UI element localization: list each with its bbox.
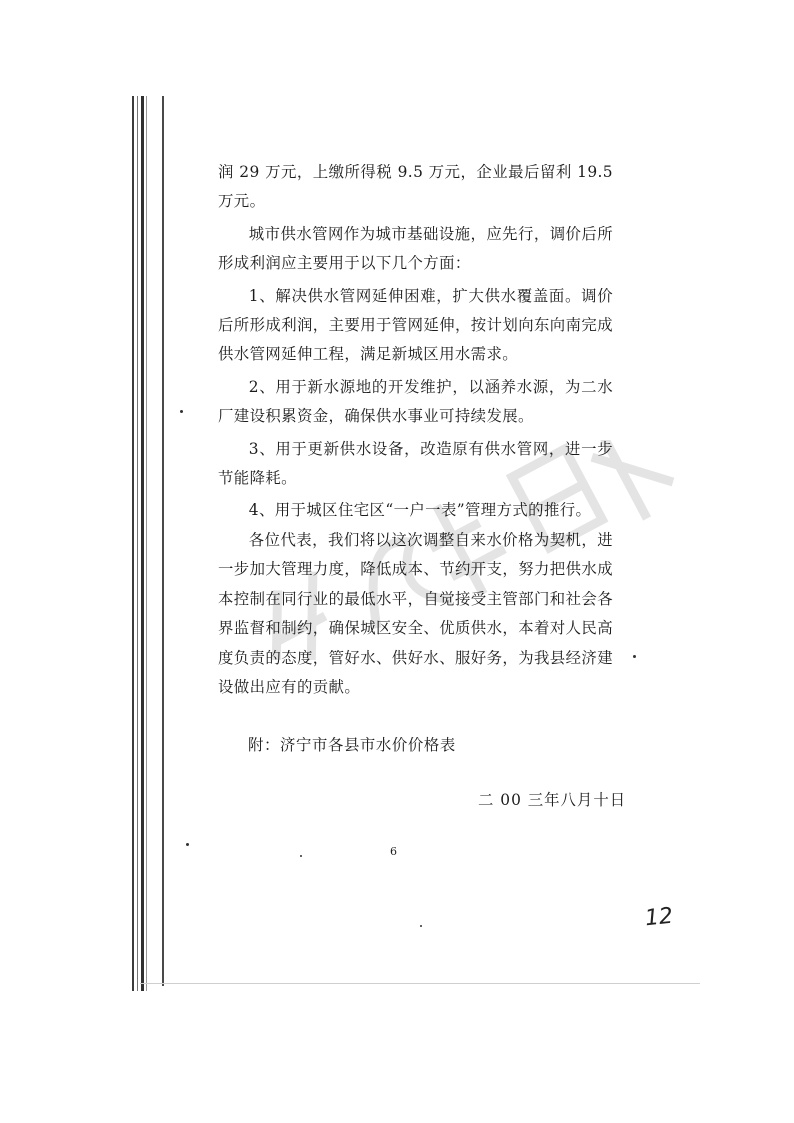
document-date: 二 00 三年八月十日 (478, 791, 627, 809)
page-bottom-edge (140, 983, 700, 984)
scan-speck (420, 925, 422, 927)
page-margin-line (162, 96, 164, 986)
paragraph-item-2: 2、用于新水源地的开发维护，以涵养水源，为二水厂建设积累资金，确保供水事业可持续发展。 (218, 377, 613, 426)
paragraph-item-3: 3、用于更新供水设备，改造原有供水管网，进一步节能降耗。 (218, 439, 613, 488)
paragraph-closing: 各位代表，我们将以这次调整自来水价格为契机，进一步加大管理力度，降低成本、节约开支，努力把供水成本控制在同行业的最低水平，自觉接受主管部门和社会各界监督和制约，确保城区安全、优质供水，本着对人民高度负责的态度，管好水、供好水、服好务，为我县经济建设做出应有的贡献。 (218, 530, 613, 696)
binding-edge-shadow (130, 96, 150, 991)
scan-speck (180, 410, 183, 413)
handwritten-page-mark: 12 (643, 903, 675, 932)
scan-speck (633, 655, 636, 658)
binding-line (146, 96, 147, 991)
scan-speck (186, 843, 189, 846)
paragraph-item-1: 1、解决供水管网延伸困难，扩大供水覆盖面。调价后所形成利润，主要用于管网延伸，按计划向东向南完成供水管网延伸工程，满足新城区用水需求。 (218, 286, 613, 364)
paragraph-item-4: 4、用于城区住宅区“一户一表”管理方式的推行。 (248, 501, 592, 520)
binding-line (132, 96, 134, 991)
paragraph-network-usage-intro: 城市供水管网作为城市基础设施，应先行，调价后所形成利润应主要用于以下几个方面： (218, 224, 613, 273)
paragraph-profit-continuation: 润 29 万元，上缴所得税 9.5 万元，企业最后留利 19.5 万元。 (218, 163, 613, 211)
scan-speck (300, 855, 302, 857)
body-text (218, 158, 613, 702)
binding-line (137, 96, 138, 991)
page-number: 6 (390, 845, 397, 858)
binding-line (141, 96, 144, 991)
attachment-note: 附：济宁市各县市水价价格表 (248, 736, 456, 754)
